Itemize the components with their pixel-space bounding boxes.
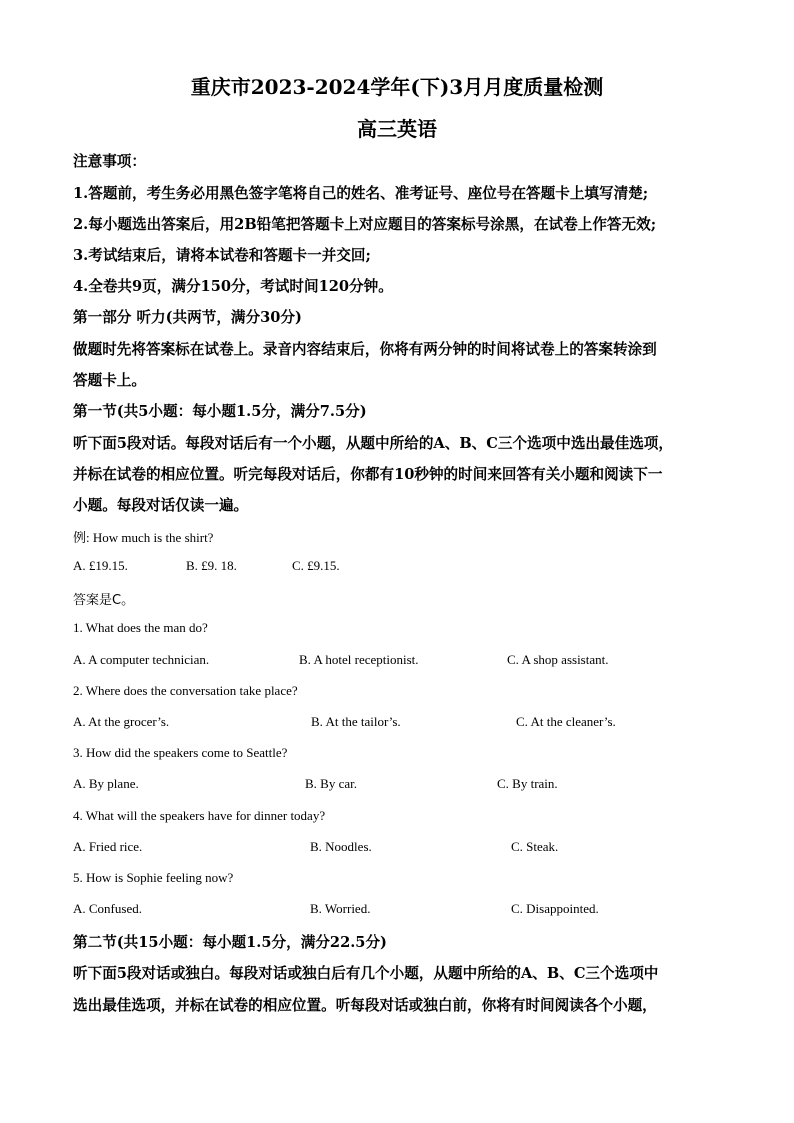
example-option-c: C. £9.15.	[292, 558, 340, 573]
section1-heading: 第一节(共5小题：每小题1.5分，满分7.5分)	[73, 403, 367, 420]
part1-intro-line-1: 做题时先将答案标在试卷上。录音内容结束后，你将有两分钟的时间将试卷上的答案转涂到	[73, 341, 657, 358]
example-question: 例: How much is the shirt?	[73, 530, 214, 545]
exam-subtitle: 高三英语	[357, 117, 437, 141]
notice-heading: 注意事项：	[73, 153, 146, 170]
part1-heading: 第一部分 听力(共两节，满分30分)	[73, 309, 302, 326]
question-1-option-a: A. A computer technician.	[73, 652, 210, 667]
question-5-option-c: C. Disappointed.	[511, 901, 599, 916]
question-1-option-b: B. A hotel receptionist.	[299, 652, 419, 667]
question-3-option-c: C. By train.	[497, 776, 558, 791]
question-4-option-a: A. Fried rice.	[73, 839, 143, 854]
example-option-a: A. £19.15.	[73, 558, 128, 573]
notice-item-3: 3.考试结束后，请将本试卷和答题卡一并交回;	[73, 247, 371, 264]
question-2: 2. Where does the conversation take place?	[73, 683, 298, 698]
example-answer: 答案是C。	[73, 593, 135, 608]
question-4-option-b: B. Noodles.	[310, 839, 372, 854]
example-option-b: B. £9. 18.	[186, 558, 237, 573]
question-3-option-a: A. By plane.	[73, 776, 139, 791]
question-3: 3. How did the speakers come to Seattle?	[73, 745, 288, 760]
question-4-option-c: C. Steak.	[511, 839, 559, 854]
section2-intro-line-1: 听下面5段对话或独白。每段对话或独白后有几个小题，从题中所给的A、B、C三个选项中	[73, 965, 659, 982]
section2-heading: 第二节(共15小题：每小题1.5分，满分22.5分)	[73, 934, 387, 951]
question-2-option-c: C. At the cleaner’s.	[516, 714, 616, 729]
notice-item-4: 4.全卷共9页，满分150分，考试时间120分钟。	[73, 278, 393, 295]
section1-intro-line-3: 小题。每段对话仅读一遍。	[73, 497, 249, 514]
question-1-option-c: C. A shop assistant.	[507, 652, 609, 667]
question-2-option-a: A. At the grocer’s.	[73, 714, 170, 729]
question-5: 5. How is Sophie feeling now?	[73, 870, 234, 885]
question-3-option-b: B. By car.	[305, 776, 357, 791]
section2-intro-line-2: 选出最佳选项，并标在试卷的相应位置。听每段对话或独白前，你将有时间阅读各个小题，	[73, 997, 657, 1014]
question-5-option-b: B. Worried.	[310, 901, 371, 916]
question-1: 1. What does the man do?	[73, 620, 208, 635]
question-5-option-a: A. Confused.	[73, 901, 142, 916]
notice-item-1: 1.答题前，考生务必用黑色签字笔将自己的姓名、准考证号、座位号在答题卡上填写清楚;	[73, 185, 649, 202]
part1-intro-line-2: 答题卡上。	[73, 372, 146, 389]
question-4: 4. What will the speakers have for dinner today?	[73, 808, 326, 823]
section1-intro-line-2: 并标在试卷的相应位置。听完每段对话后，你都有10秒钟的时间来回答有关小题和阅读下一	[73, 466, 663, 483]
section1-intro-line-1: 听下面5段对话。每段对话后有一个小题，从题中所给的A、B、C三个选项中选出最佳选项，	[73, 435, 673, 452]
exam-title: 重庆市2023-2024学年(下)3月月度质量检测	[190, 75, 604, 99]
question-2-option-b: B. At the tailor’s.	[311, 714, 401, 729]
notice-item-2: 2.每小题选出答案后，用2B铅笔把答题卡上对应题目的答案标号涂黑，在试卷上作答无效;	[73, 216, 657, 233]
